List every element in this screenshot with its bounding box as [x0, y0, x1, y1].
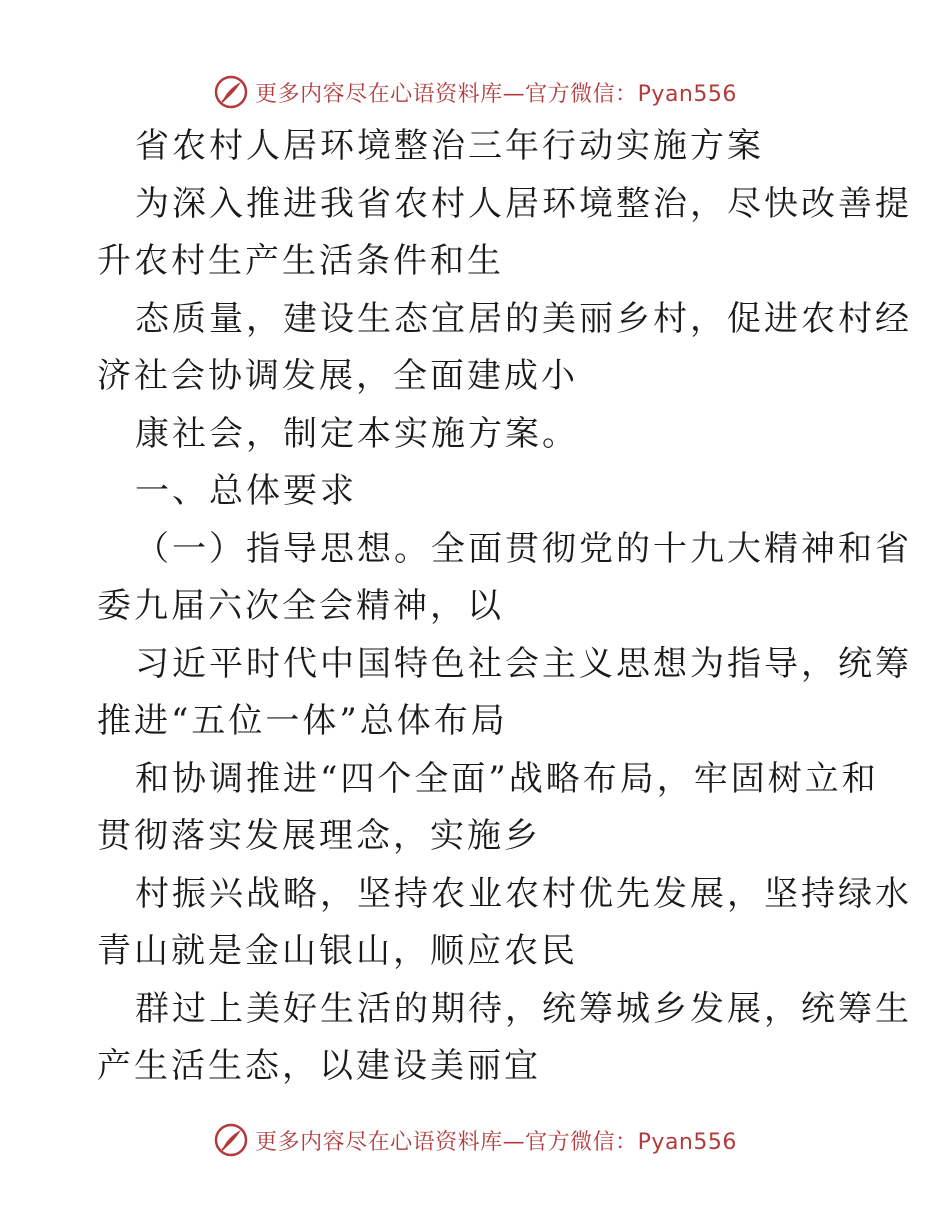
watermark-text	[255, 1125, 737, 1156]
document-line: 村振兴战略，坚持农业农村优先发展，坚持绿水	[135, 873, 912, 914]
document-line: 群过上美好生活的期待，统筹城乡发展，统筹生	[135, 988, 912, 1029]
document-line: 和协调推进“四个全面”战略布局，牢固树立和	[135, 758, 879, 799]
watermark-wechat-label: 官方微信：	[525, 1129, 638, 1155]
feather-pen-logo-icon	[213, 1122, 249, 1158]
watermark-text	[255, 77, 737, 108]
document-line: 习近平时代中国特色社会主义思想为指导，统筹	[135, 643, 912, 684]
document-line: 升农村生产生活条件和生	[97, 241, 504, 281]
watermark-brand: 更多内容尽在心语资料库	[255, 1129, 503, 1155]
document-line: 态质量，建设生态宜居的美丽乡村，促进农村经	[135, 298, 912, 339]
watermark-wechat-id: Pyan556	[637, 81, 737, 107]
document-line: 推进“五位一体”总体布局	[97, 701, 508, 741]
feather-pen-logo-icon	[213, 74, 249, 110]
document-body	[97, 118, 912, 1096]
watermark-separator: —	[502, 81, 526, 107]
document-line: 省农村人居环境整治三年行动实施方案	[135, 126, 764, 166]
document-line: 济社会协调发展，全面建成小	[97, 356, 578, 396]
footer-watermark	[0, 1120, 950, 1160]
document-line: 为深入推进我省农村人居环境整治，尽快改善提	[135, 183, 912, 224]
document-line: 产生活生态，以建设美丽宜	[97, 1046, 541, 1086]
watermark-wechat-id: Pyan556	[637, 1129, 737, 1155]
document-line: 贯彻落实发展理念，实施乡	[97, 816, 541, 856]
watermark-wechat-label: 官方微信：	[525, 81, 638, 107]
header-watermark	[0, 72, 950, 112]
watermark-separator: —	[502, 1129, 526, 1155]
document-line: （一）指导思想。全面贯彻党的十九大精神和省	[135, 528, 912, 569]
document-line: 康社会，制定本实施方案。	[135, 413, 579, 454]
watermark-brand: 更多内容尽在心语资料库	[255, 81, 503, 107]
document-line: 委九届六次全会精神，以	[97, 586, 504, 626]
document-line: 青山就是金山银山，顺应农民	[97, 931, 578, 971]
document-line: 一、总体要求	[135, 471, 357, 511]
